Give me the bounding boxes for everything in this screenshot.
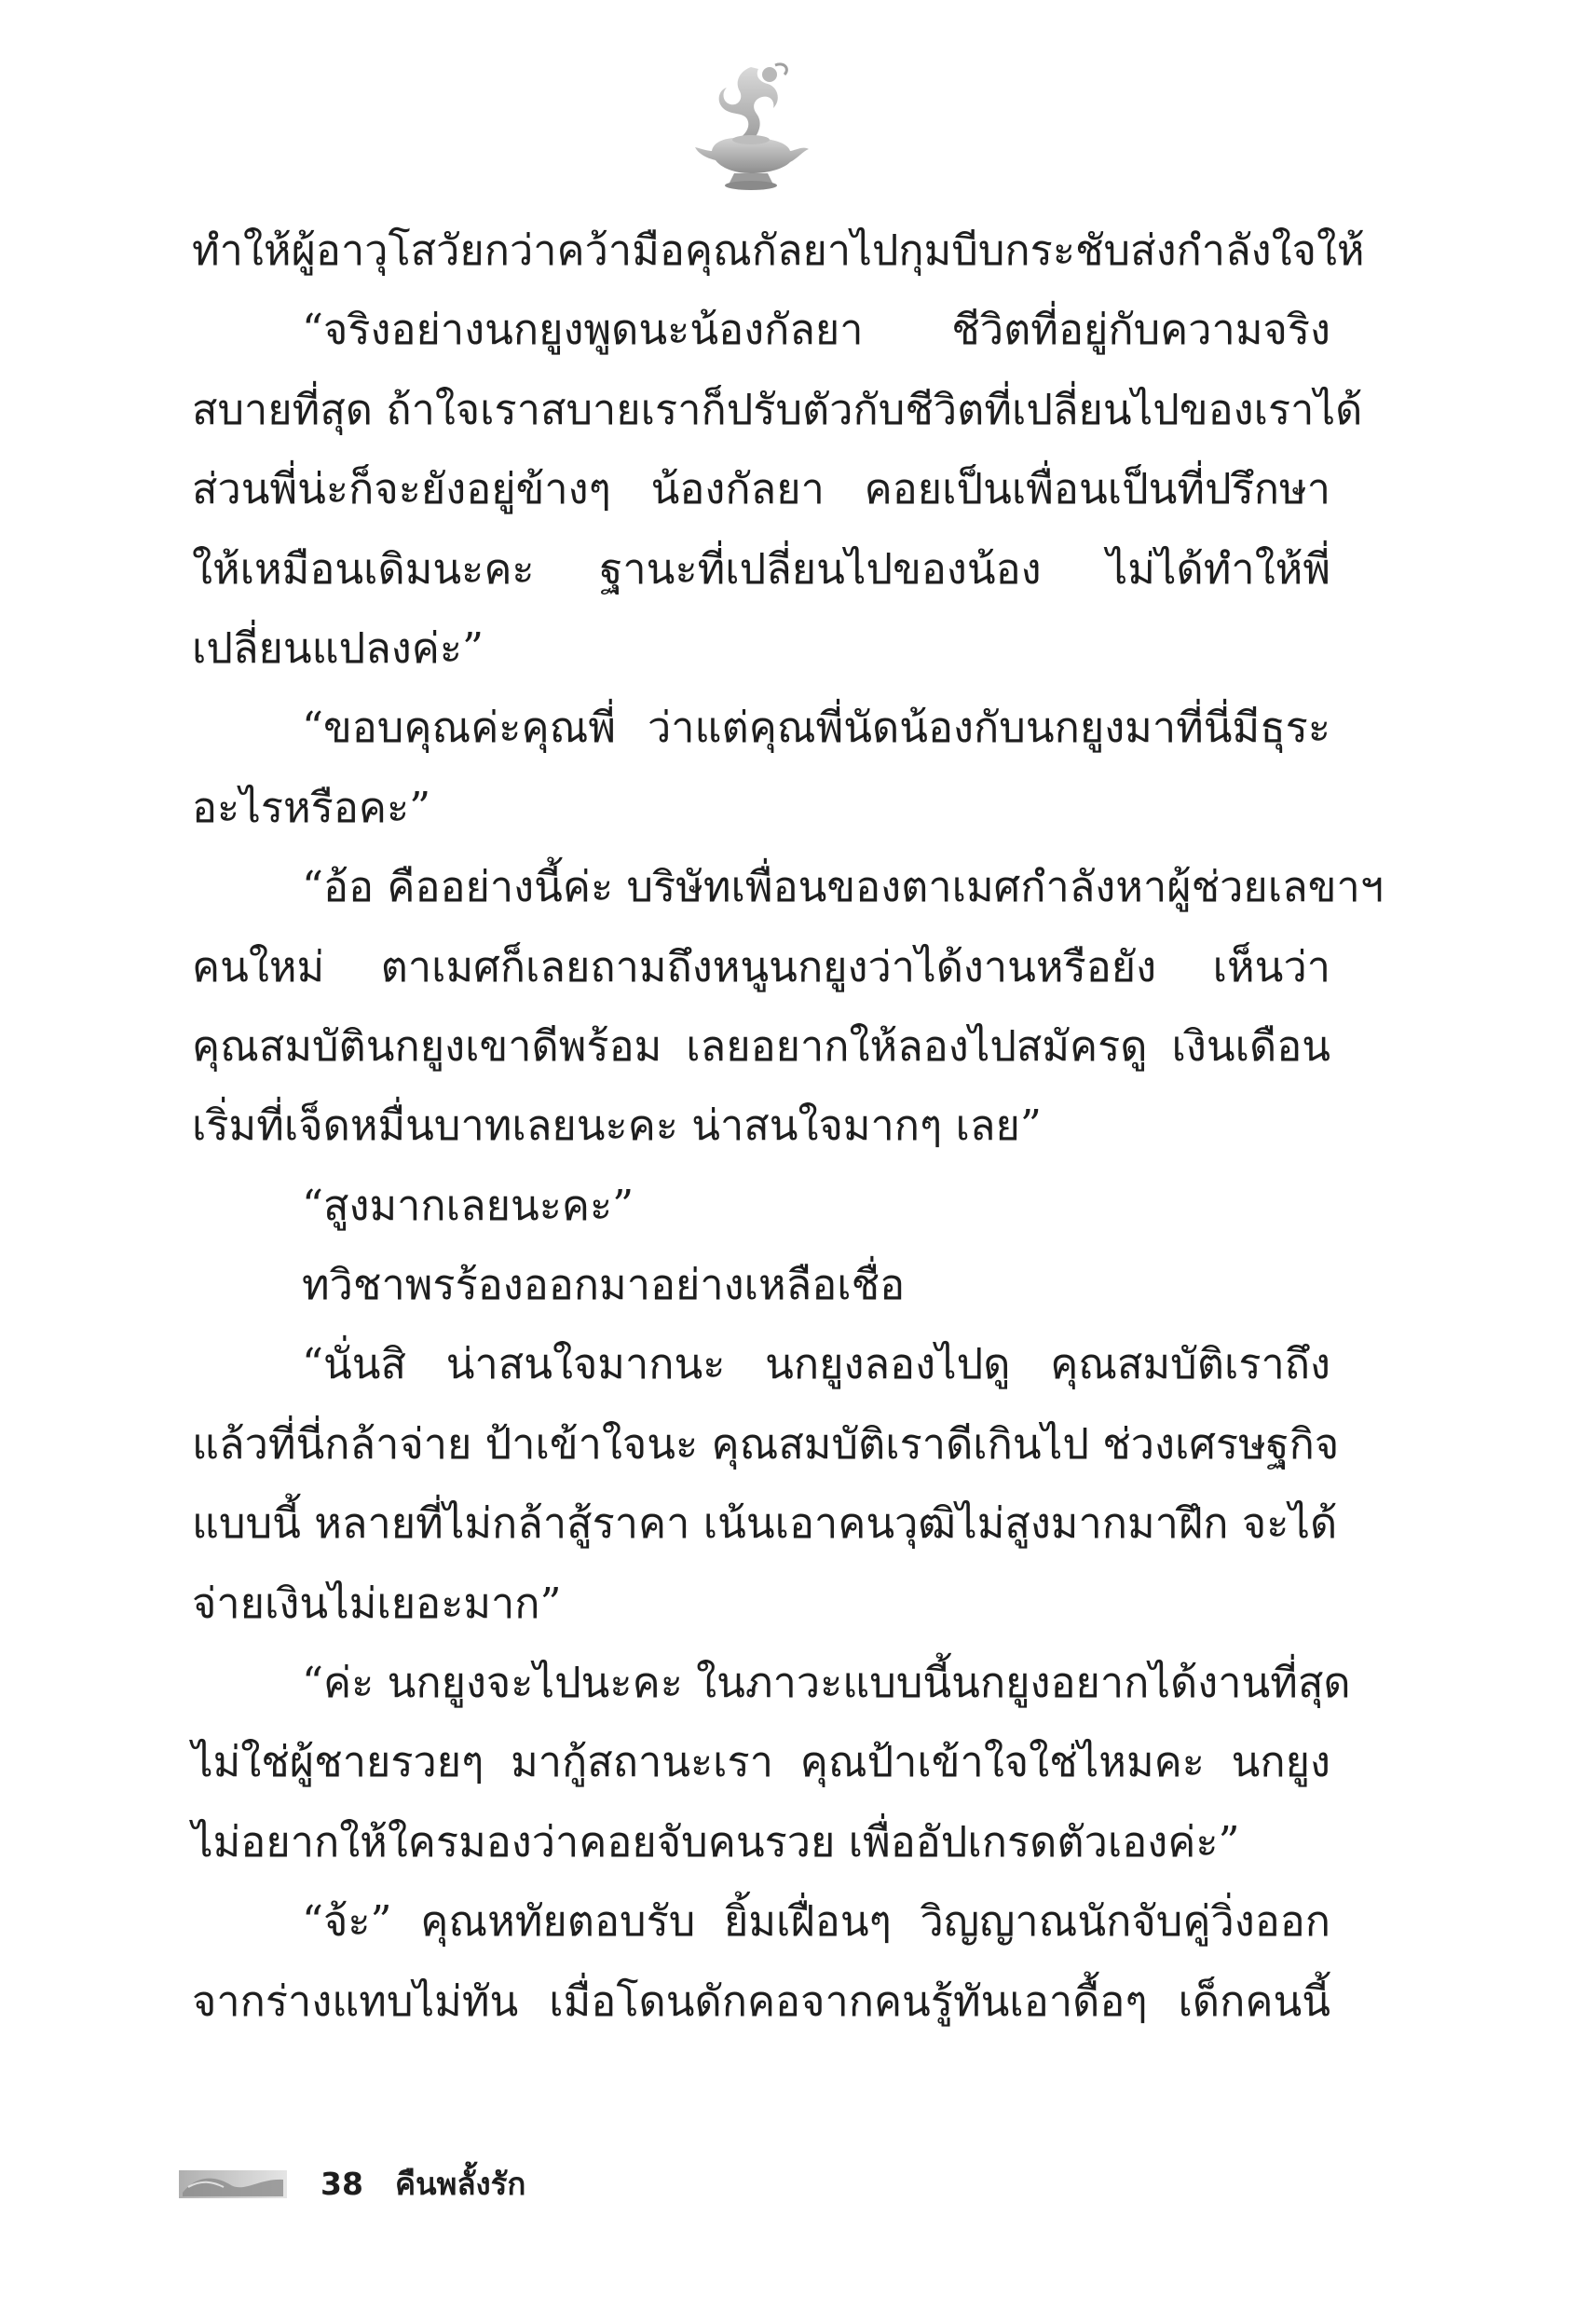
text-line: จ่ายเงินไม่เยอะมาก” <box>192 1578 562 1628</box>
text-line: คุณสมบัตินกยูงเขาดีพร้อม เลยอยากให้ลองไปสมัครดู เงินเดือน <box>192 1020 1330 1071</box>
text-line: “จ้ะ” คุณหทัยตอบรับ ยิ้มเฝื่อนๆ วิญญาณนักจับคู่วิ่งออก <box>302 1896 1330 1947</box>
text-line: “ค่ะ นกยูงจะไปนะคะ ในภาวะแบบนี้นกยูงอยากได้งานที่สุด <box>302 1658 1351 1708</box>
genie-lamp-icon <box>686 58 816 198</box>
text-line: “นั่นสิ น่าสนใจมากนะ นกยูงลองไปดู คุณสมบัติเราถึง <box>302 1339 1330 1389</box>
text-line: คนใหม่ ตาเมศก็เลยถามถึงหนูนกยูงว่าได้งานหรือยัง เห็นว่า <box>192 941 1330 991</box>
text-line: ไม่ใช่ผู้ชายรวยๆ มากู้สถานะเรา คุณป้าเข้าใจใช่ไหมคะ นกยูง <box>192 1737 1330 1787</box>
page-number: 38 <box>321 2165 363 2202</box>
paragraph <box>192 1166 1330 1245</box>
paragraph <box>192 290 1363 688</box>
text-line: แล้วที่นี่กล้าจ่าย ป้าเข้าใจนะ คุณสมบัติเราดีเกินไป ช่วงเศรษฐกิจ <box>192 1418 1340 1469</box>
paragraph <box>192 211 1365 290</box>
text-line: เปลี่ยนแปลงค่ะ” <box>192 622 484 673</box>
text-line: ส่วนพี่น่ะก็จะยังอยู่ข้างๆ น้องกัลยา คอยเป็นเพื่อนเป็นที่ปรึกษา <box>192 464 1330 514</box>
book-ornament-icon <box>179 2165 287 2202</box>
text-line: “สูงมากเลยนะคะ” <box>302 1180 634 1230</box>
paragraph <box>192 1643 1351 1881</box>
text-line: เริ่มที่เจ็ดหมื่นบาทเลยนะคะ น่าสนใจมากๆ เลย” <box>192 1101 1042 1151</box>
paragraph <box>192 847 1385 1166</box>
text-line: ทวิชาพรร้องออกมาอย่างเหลือเชื่อ <box>302 1260 906 1310</box>
book-title: คืนพลั้งรัก <box>394 2165 526 2202</box>
paragraph <box>192 1245 1330 1324</box>
text-line: “จริงอย่างนกยูงพูดนะน้องกัลยา ชีวิตที่อยู่กับความจริง <box>302 305 1330 355</box>
paragraph <box>192 1881 1330 2041</box>
page-footer <box>179 2160 525 2207</box>
text-line: อะไรหรือคะ” <box>192 782 431 832</box>
text-line: แบบนี้ หลายที่ไม่กล้าสู้ราคา เน้นเอาคนวุฒิไม่สูงมากมาฝึก จะได้ <box>192 1498 1338 1549</box>
text-line: ให้เหมือนเดิมนะคะ ฐานะที่เปลี่ยนไปของน้อง ไม่ได้ทำให้พี่ <box>192 543 1330 594</box>
text-line: จากร่างแทบไม่ทัน เมื่อโดนดักคอจากคนรู้ทันเอาดื้อๆ เด็กคนนี้ <box>192 1976 1330 2026</box>
body-text <box>192 211 1385 2041</box>
paragraph <box>192 688 1330 847</box>
paragraph <box>192 1324 1340 1643</box>
text-line: ไม่อยากให้ใครมองว่าคอยจับคนรวย เพื่ออัปเกรดตัวเองค่ะ” <box>192 1816 1240 1867</box>
text-line: สบายที่สุด ถ้าใจเราสบายเราก็ปรับตัวกับชีวิตที่เปลี่ยนไปของเราได้ <box>192 384 1363 434</box>
text-line: “อ้อ คืออย่างนี้ค่ะ บริษัทเพื่อนของตาเมศกำลังหาผู้ช่วยเลขาฯ <box>302 862 1385 912</box>
text-line: “ขอบคุณค่ะคุณพี่ ว่าแต่คุณพี่นัดน้องกับนกยูงมาที่นี่มีธุระ <box>302 703 1330 753</box>
text-line: ทำให้ผู้อาวุโสวัยกว่าคว้ามือคุณกัลยาไปกุมบีบกระชับส่งกำลังใจให้ <box>192 226 1365 275</box>
